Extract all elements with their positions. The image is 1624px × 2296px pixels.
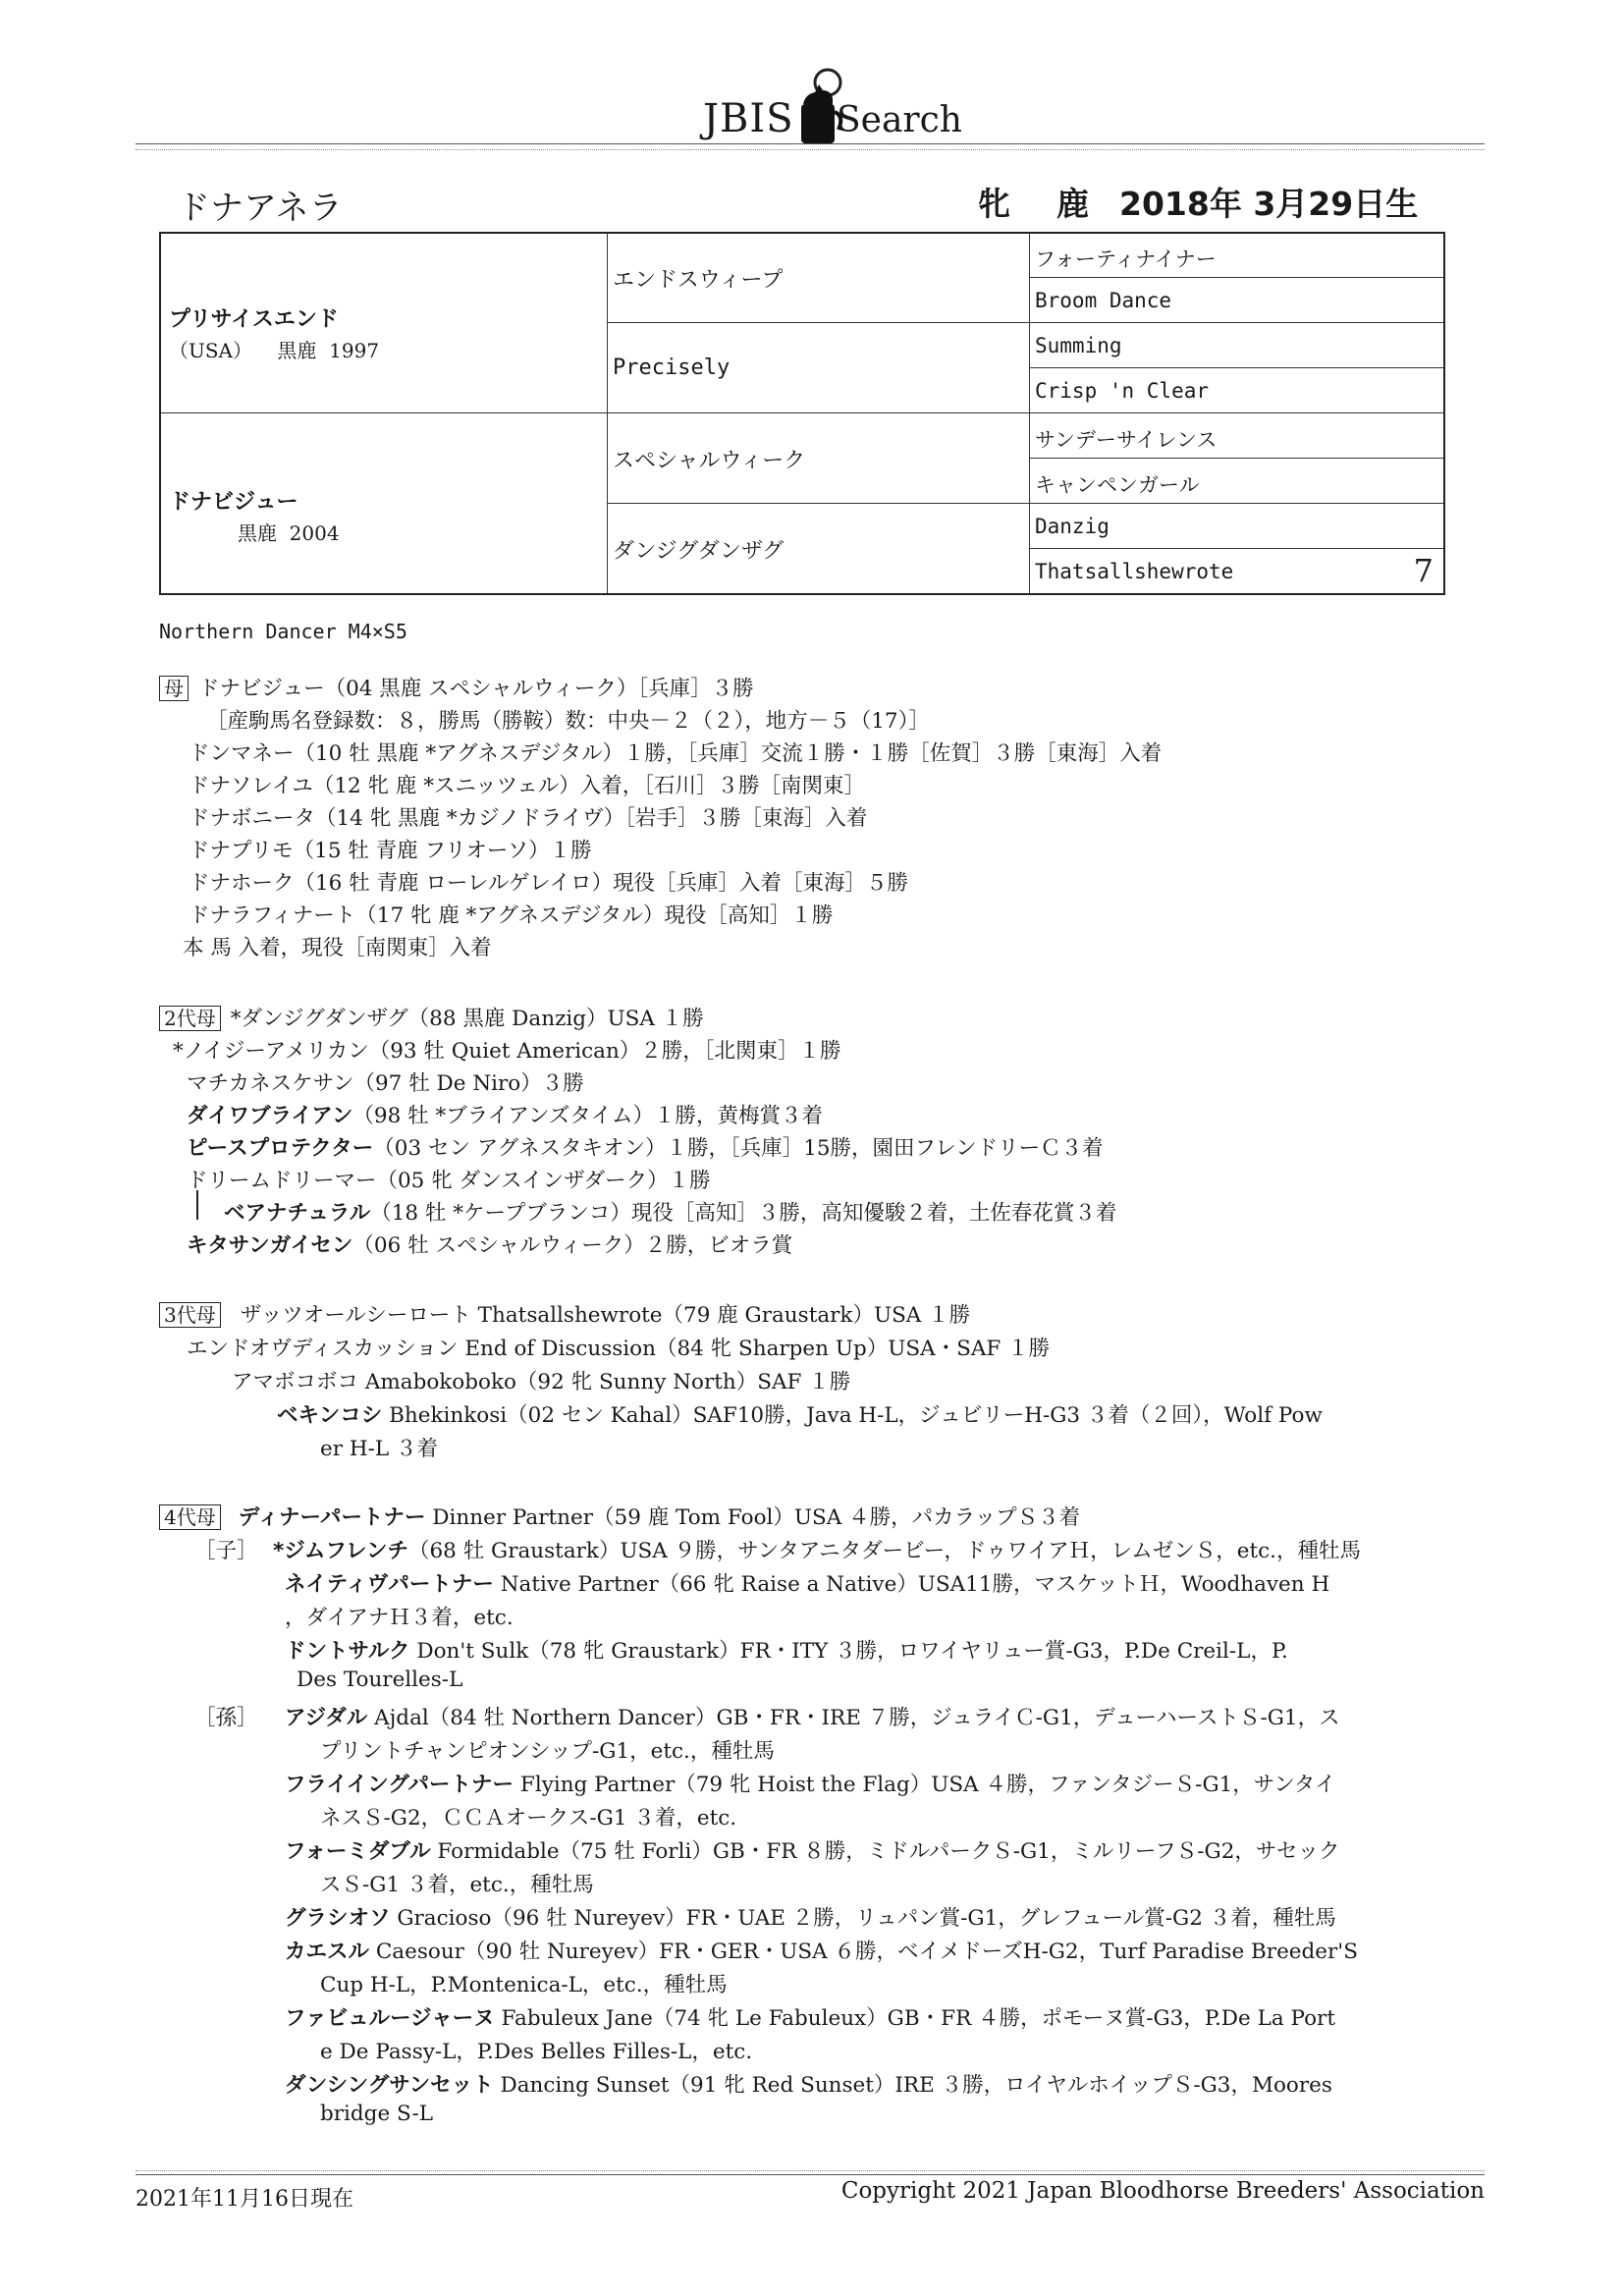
descent-bar — [196, 1190, 198, 1220]
sire-name: プリサイスエンド — [169, 307, 339, 332]
dam-offspring-1: ドンマネー（10 牡 黒鹿 *アグネスデジタル）１勝，［兵庫］交流１勝・１勝［佐賀］３勝［東海］入着 — [189, 741, 1163, 766]
fourth-dam-child-2-cont: ，ダイアナＨ３着，etc. — [285, 1606, 514, 1630]
third-dam-grandchild-1: アマボコボコ Amabokoboko（92 牝 Sunny North）SAF １勝 — [232, 1370, 851, 1394]
pedigree-g3-4: Crisp 'n Clear — [1035, 379, 1210, 403]
fourth-dam-grand-1-cont: プリントチャンピオンシップ-G1，etc.，種牡馬 — [320, 1739, 775, 1764]
fourth-dam-grand-5-cont: Cup H-L，P.Montenica-L，etc.，種牡馬 — [320, 1973, 728, 1997]
second-dam-offspring-1: *ノイジーアメリカン（93 牡 Quiet American）２勝，［北関東］１勝 — [173, 1039, 841, 1064]
fourth-dam-grand-5: カエスル Caesour（90 牡 Nureyev）FR・GER・USA ６勝，ベイメドーズH-G2，Turf Paradise Breeder'S — [285, 1940, 1358, 1964]
fourth-dam-child-2: ネイティヴパートナー Native Partner（66 牝 Raise a Native）USA11勝，マスケットＨ，Woodhaven H — [285, 1572, 1330, 1597]
fourth-dam-grand-3-cont: スＳ-G1 ３着，etc.，種牡馬 — [320, 1873, 594, 1897]
label-grandchild: ［孫］ — [194, 1706, 258, 1730]
second-dam-offspring-5: ドリームドリーマー（05 牝 ダンスインザダーク）１勝 — [187, 1169, 711, 1193]
pedigree-g3-1: フォーティナイナー — [1035, 247, 1217, 271]
pedigree-sire — [169, 302, 379, 363]
fourth-dam-grand-2-cont: ネスＳ-G2，ＣＣＡオークス-G1 ３着，etc. — [320, 1806, 737, 1831]
sire-meta: （USA） 黒鹿 1997 — [169, 339, 380, 362]
second-dam-offspring-4: ピースプロテクター（03 セン アグネスタキオン）１勝，［兵庫］15勝，園田フレンドリーＣ３着 — [187, 1136, 1104, 1161]
section-tag-second-dam: 2代母 — [159, 1006, 221, 1031]
pedigree-dam-sire: スペシャルウィーク — [613, 449, 806, 473]
fourth-dam-grand-7-cont: bridge S-L — [320, 2102, 434, 2126]
header-rule-dotted — [135, 149, 1485, 150]
horse-birthdate: 2018年 3月29日生 — [1119, 185, 1419, 223]
third-dam-great-grandchild-1: ベキンコシ Bhekinkosi（02 セン Kahal）SAF10勝，Java H-L，ジュビリーH-G3 ３着（２回），Wolf Pow — [277, 1403, 1323, 1428]
dam-offspring-summary: ［産駒馬名登録数：８，勝馬（勝鞍）数：中央－２（２），地方－５（17）］ — [206, 709, 930, 734]
dam-section-head — [159, 672, 754, 702]
third-dam-continuation: er H-L ３着 — [320, 1437, 438, 1461]
inbreeding-note: Northern Dancer M4×S5 — [159, 620, 407, 643]
second-dam-grandchild-1: ベアナチュラル（18 牡 *ケープブランコ）現役［高知］３勝，高知優駿２着，土佐春花賞３着 — [224, 1201, 1117, 1226]
pedigree-dam-dam: ダンジグダンザグ — [613, 539, 785, 564]
third-dam-line: ザッツオールシーロート Thatsallshewrote（79 鹿 Graustark）USA １勝 — [240, 1303, 971, 1328]
dam-line: ドナビジュー（04 黒鹿 スペシャルウィーク）［兵庫］３勝 — [198, 677, 754, 701]
pedigree-g3-7: Danzig — [1035, 515, 1110, 538]
second-dam-head — [159, 1002, 704, 1032]
logo-jbis-text: JBIS — [703, 96, 794, 141]
pedigree-g3-5: サンデーサイレンス — [1035, 428, 1218, 452]
fourth-dam-line: Dinner Partner（59 鹿 Tom Fool）USA ４勝，パカラップＳ３着 — [425, 1505, 1081, 1530]
dam-offspring-5: ドナホーク（16 牡 青鹿 ローレルゲレイロ）現役［兵庫］入着［東海］５勝 — [189, 871, 908, 896]
horse-name: ドナアネラ — [177, 189, 343, 228]
dam-name: ドナビジュー — [169, 490, 298, 515]
fourth-dam-grand-6-cont: e De Passy-L，P.Des Belles Filles-L，etc. — [320, 2040, 753, 2064]
fourth-dam-grand-6: ファビュルージャーヌ Fabuleux Jane（74 牝 Le Fabuleux）GB・FR ４勝，ポモーヌ賞-G3，P.De La Port — [285, 2006, 1335, 2031]
family-number: 7 — [1413, 552, 1434, 589]
fourth-dam-child-3-cont: Des Tourelles-L — [297, 1667, 463, 1692]
dam-offspring-4: ドナプリモ（15 牡 青鹿 フリオーソ）１勝 — [189, 839, 592, 863]
horse-color: 鹿 — [1056, 185, 1089, 223]
footer-copyright: Copyright 2021 Japan Bloodhorse Breeders' Association — [840, 2178, 1485, 2204]
label-child: ［子］ — [194, 1539, 258, 1563]
fourth-dam-grand-1: アジダル Ajdal（84 牡 Northern Dancer）GB・FR・IRE ７勝，ジュライＣ-G1，デューハーストＳ-G1，ス — [285, 1706, 1340, 1730]
pedigree-g3-6: キャンペンガール — [1035, 473, 1200, 497]
section-tag-fourth-dam: 4代母 — [159, 1504, 221, 1530]
footer-rule-dotted — [135, 2170, 1485, 2171]
fourth-dam-name: ディナーパートナー — [238, 1505, 426, 1530]
logo-search-text: Search — [837, 100, 962, 140]
pedigree-g3-3: Summing — [1035, 334, 1122, 357]
pedigree-table — [159, 232, 1445, 595]
dam-offspring-3: ドナボニータ（14 牝 黒鹿 *カジノドライヴ）［岩手］３勝［東海］入着 — [189, 806, 868, 831]
pedigree-g3-2: Broom Dance — [1035, 289, 1172, 312]
horse-sex: 牝 — [978, 185, 1010, 223]
section-tag-dam: 母 — [159, 676, 189, 701]
pedigree-g3-8: Thatsallshewrote — [1035, 560, 1234, 583]
second-dam-line: *ダンジグダンザグ（88 黒鹿 Danzig）USA １勝 — [230, 1007, 704, 1031]
second-dam-offspring-3: ダイワブライアン（98 牡 *ブライアンズタイム）１勝，黄梅賞３着 — [187, 1104, 823, 1128]
dam-offspring-self: 本 馬 入着，現役［南関東］入着 — [183, 936, 492, 960]
fourth-dam-grand-4: グラシオソ Gracioso（96 牡 Nureyev）FR・UAE ２勝，リュパン賞-G1，グレフュール賞-G2 ３着，種牡馬 — [285, 1906, 1336, 1931]
header-rule — [135, 143, 1485, 144]
footer-date: 2021年11月16日現在 — [135, 2187, 353, 2212]
fourth-dam-grand-3: フォーミダブル Formidable（75 牡 Forli）GB・FR ８勝，ミドルパークＳ-G1，ミルリーフＳ-G2，サセック — [285, 1839, 1340, 1864]
pedigree-sire-sire: エンドスウィープ — [613, 268, 784, 293]
pedigree-sire-dam: Precisely — [613, 355, 731, 380]
dam-meta: 黒鹿 2004 — [169, 521, 340, 545]
fourth-dam-child-1: *ジムフレンチ（68 牡 Graustark）USA ９勝，サンタアニタダービー，ドゥワイアＨ，レムゼンＳ，etc.，種牡馬 — [273, 1539, 1361, 1563]
fourth-dam-grand-7: ダンシングサンセット Dancing Sunset（91 牝 Red Sunset）IRE ３勝，ロイヤルホイップＳ-G3，Moores — [285, 2073, 1332, 2098]
pedigree-dam — [169, 485, 340, 546]
dam-offspring-2: ドナソレイユ（12 牝 鹿 *スニッツェル）入着，［石川］３勝［南関東］ — [189, 774, 865, 798]
section-tag-third-dam: 3代母 — [159, 1302, 221, 1328]
footer-rule — [135, 2174, 1485, 2175]
fourth-dam-head — [159, 1501, 1080, 1531]
second-dam-offspring-6: キタサンガイセン（06 牡 スペシャルウィーク）２勝，ビオラ賞 — [187, 1233, 793, 1258]
second-dam-offspring-2: マチカネスケサン（97 牡 De Niro）３勝 — [187, 1071, 584, 1096]
third-dam-offspring-1: エンドオヴディスカッション End of Discussion（84 牝 Sharpen Up）USA・SAF １勝 — [187, 1337, 1051, 1361]
dam-offspring-6: ドナラフィナート（17 牝 鹿 *アグネスデジタル）現役［高知］１勝 — [189, 903, 834, 928]
fourth-dam-grand-2: フライイングパートナー Flying Partner（79 牝 Hoist the Flag）USA ４勝，ファンタジーＳ-G1，サンタイ — [285, 1773, 1336, 1797]
fourth-dam-child-3: ドントサルク Don't Sulk（78 牝 Graustark）FR・ITY ３勝，ロワイヤリュー賞-G3，P.De Creil-L，P. — [285, 1639, 1288, 1664]
third-dam-head — [159, 1298, 970, 1329]
